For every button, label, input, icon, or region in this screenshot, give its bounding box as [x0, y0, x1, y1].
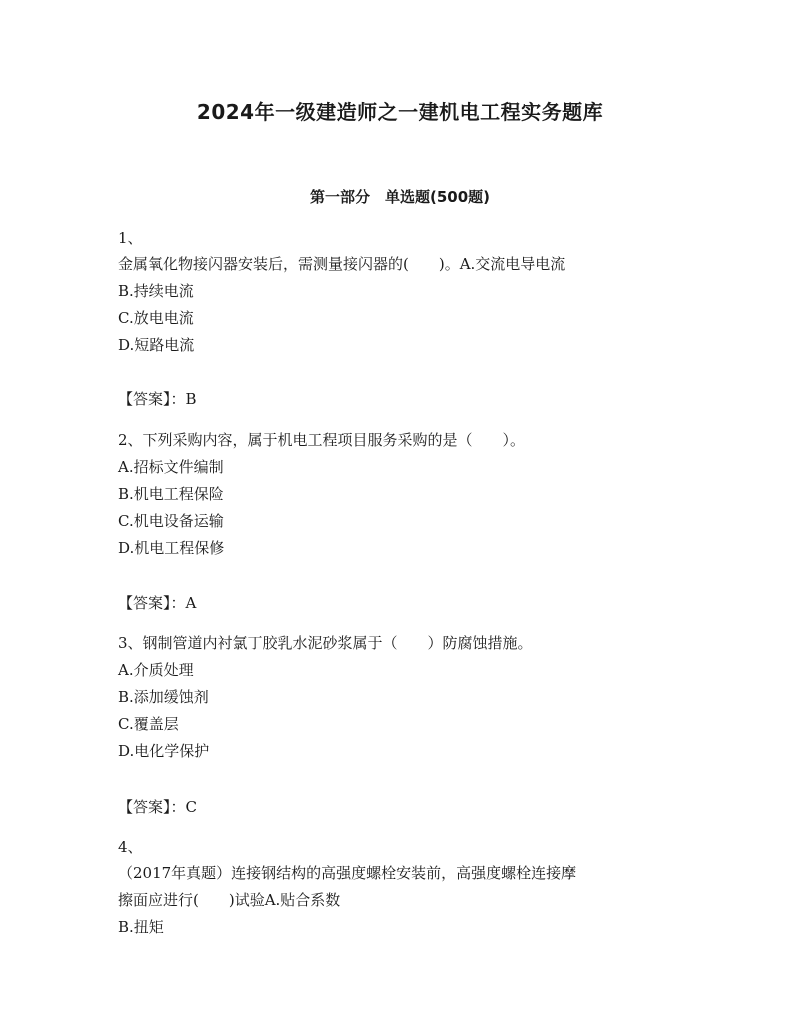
option-c: C.放电电流 [118, 309, 194, 327]
question-stem: 金属氧化物接闪器安装后，需测量接闪器的( )。A.交流电导电流 [118, 255, 566, 273]
question-stem-line-1: （2017年真题）连接钢结构的高强度螺栓安装前，高强度螺栓连接摩 [118, 864, 577, 882]
option-a: A.招标文件编制 [118, 458, 224, 476]
question-stem: 2、下列采购内容，属于机电工程项目服务采购的是（ ）。 [118, 431, 526, 449]
option-d: D.机电工程保修 [118, 539, 225, 557]
option-d: D.短路电流 [118, 336, 195, 354]
question-stem: 3、钢制管道内衬氯丁胶乳水泥砂浆属于（ ）防腐蚀措施。 [118, 634, 533, 652]
question-number: 4、 [118, 838, 143, 856]
option-b: B.扭矩 [118, 918, 164, 936]
answer-label: 【答案】：C [118, 798, 197, 816]
option-c: C.机电设备运输 [118, 512, 224, 530]
option-b: B.添加缓蚀剂 [118, 688, 209, 706]
question-number: 1、 [118, 229, 143, 247]
option-b: B.机电工程保险 [118, 485, 224, 503]
answer-label: 【答案】：B [118, 390, 197, 408]
section-heading: 第一部分 单选题(500题) [309, 188, 491, 206]
option-c: C.覆盖层 [118, 715, 179, 733]
option-a: A.介质处理 [118, 661, 194, 679]
option-b: B.持续电流 [118, 282, 194, 300]
question-stem-line-2: 擦面应进行( )试验A.贴合系数 [118, 891, 341, 909]
page-title: 2024年一级建造师之一建机电工程实务题库 [196, 100, 604, 124]
option-d: D.电化学保护 [118, 742, 210, 760]
answer-label: 【答案】：A [118, 594, 197, 612]
